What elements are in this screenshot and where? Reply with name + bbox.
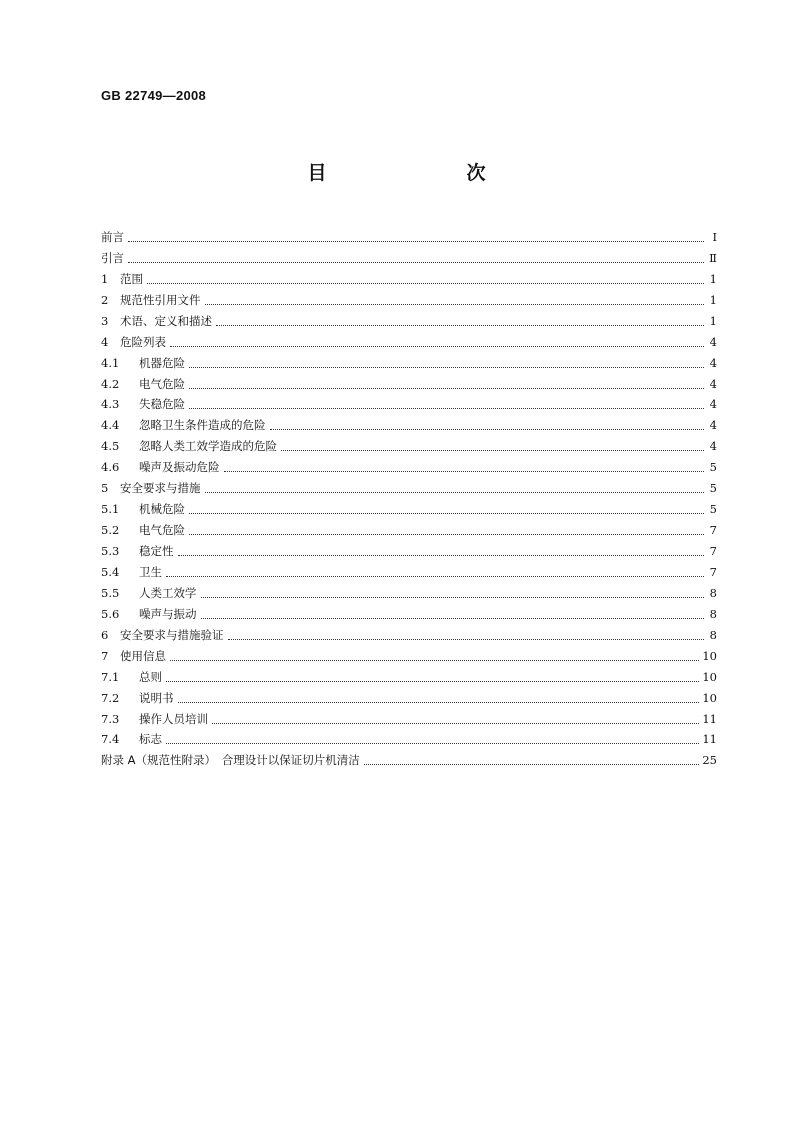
- toc-entry-label: [101, 522, 185, 538]
- toc-entry[interactable]: [101, 517, 717, 538]
- toc-entry-label: [101, 417, 266, 433]
- toc-entry-number: 4.6: [101, 460, 120, 475]
- toc-entry-number: 7.1: [101, 669, 120, 684]
- toc-entry[interactable]: [101, 329, 717, 350]
- toc-entry-page: 4: [709, 334, 717, 349]
- toc-entry-title: 安全要求与措施: [120, 481, 201, 496]
- toc-entry-page: 8: [709, 606, 717, 621]
- toc-entry-number: 7.4: [101, 732, 120, 747]
- toc-entry-number: 3: [101, 313, 109, 328]
- toc-entry-number: 4.3: [101, 397, 120, 412]
- toc-entry-title: 稳定性: [139, 544, 174, 558]
- dot-leader: [178, 554, 705, 556]
- toc-entry[interactable]: [101, 266, 717, 287]
- toc-entry-number: 7.3: [101, 711, 120, 726]
- toc-entry-page: Ⅰ: [712, 229, 717, 244]
- toc-entry-page: 4: [709, 439, 717, 454]
- dot-leader: [170, 659, 699, 661]
- toc-entry-title: 前言: [101, 229, 124, 244]
- toc-entry-label: [101, 313, 212, 329]
- toc-entry[interactable]: [101, 747, 717, 768]
- toc-entry-label: [101, 585, 197, 601]
- dot-leader: [228, 638, 705, 640]
- toc-entry-number: 5.4: [101, 564, 120, 579]
- toc-entry-number: 5.5: [101, 585, 120, 600]
- toc-entry-number: 5.2: [101, 523, 120, 538]
- toc-entry[interactable]: [101, 412, 717, 433]
- toc-entry-number: 4.2: [101, 376, 120, 391]
- dot-leader: [147, 282, 704, 284]
- toc-entry-label: [101, 690, 174, 706]
- toc-entry-label: [101, 396, 185, 412]
- toc-entry-title: 电气危险: [139, 376, 185, 391]
- toc-entry[interactable]: [101, 287, 717, 308]
- toc-entry[interactable]: [101, 475, 717, 496]
- toc-entry-page: 1: [709, 292, 717, 307]
- toc-entry[interactable]: [101, 224, 717, 245]
- toc-entry-number: 5.6: [101, 606, 120, 621]
- toc-entry-page: 8: [709, 627, 717, 642]
- table-of-contents: [101, 224, 717, 768]
- toc-entry-title: 操作人员培训: [139, 711, 208, 726]
- toc-entry-title: 危险列表: [120, 334, 166, 349]
- toc-entry-title: 规范性引用文件: [120, 292, 201, 307]
- page-title: 目 次: [307, 162, 520, 184]
- toc-entry-title: 安全要求与措施验证: [120, 627, 224, 642]
- toc-entry-title: 标志: [139, 732, 162, 747]
- toc-entry-label: [101, 501, 185, 517]
- dot-leader: [166, 742, 699, 744]
- toc-entry-label: [101, 480, 201, 496]
- toc-entry-page: 7: [709, 523, 717, 538]
- toc-entry-page: 25: [702, 753, 717, 768]
- dot-leader: [166, 575, 704, 577]
- toc-entry[interactable]: [101, 350, 717, 371]
- dot-leader: [189, 366, 704, 368]
- toc-entry-title: 术语、定义和描述: [120, 313, 212, 328]
- toc-entry-title: 总则: [139, 669, 162, 684]
- toc-entry-label: [101, 334, 166, 350]
- toc-entry-page: 10: [702, 648, 717, 663]
- toc-entry[interactable]: [101, 308, 717, 329]
- toc-entry-title: 说明书: [139, 690, 174, 705]
- dot-leader: [166, 680, 699, 682]
- toc-entry-title: 引言: [101, 250, 124, 265]
- toc-entry-page: 4: [709, 376, 717, 391]
- toc-entry-label: [101, 355, 185, 371]
- dot-leader: [201, 596, 705, 598]
- dot-leader: [270, 428, 705, 430]
- toc-entry-page: 4: [709, 397, 717, 412]
- toc-entry-label: [101, 669, 162, 685]
- toc-entry-title: 机器危险: [139, 355, 185, 370]
- toc-entry[interactable]: [101, 496, 717, 517]
- toc-entry-number: 7.2: [101, 690, 120, 705]
- toc-entry-page: 7: [709, 544, 717, 558]
- dot-leader: [189, 387, 704, 389]
- toc-entry[interactable]: [101, 371, 717, 392]
- toc-entry-label: [101, 376, 185, 392]
- toc-entry[interactable]: [101, 622, 717, 643]
- toc-entry[interactable]: [101, 706, 717, 727]
- dot-leader: [205, 303, 705, 305]
- toc-entry[interactable]: [101, 601, 717, 622]
- toc-entry-label: [101, 250, 124, 266]
- toc-entry[interactable]: [101, 727, 717, 748]
- toc-entry-label: [101, 627, 224, 643]
- dot-leader: [178, 701, 700, 703]
- dot-leader: [189, 407, 704, 409]
- toc-entry-title: 忽略人类工效学造成的危险: [139, 439, 277, 454]
- toc-entry-label: [101, 752, 360, 768]
- toc-entry-page: 5: [709, 460, 717, 475]
- toc-entry-page: 1: [709, 271, 717, 286]
- toc-entry-page: 11: [702, 732, 717, 747]
- toc-entry-title: 忽略卫生条件造成的危险: [139, 418, 266, 433]
- standard-code: GB 22749—2008: [101, 88, 207, 103]
- toc-entry-label: [101, 543, 174, 559]
- toc-entry-page: 4: [709, 418, 717, 433]
- dot-leader: [205, 491, 705, 493]
- dot-leader: [216, 324, 704, 326]
- toc-entry[interactable]: [101, 559, 717, 580]
- toc-entry[interactable]: [101, 454, 717, 475]
- toc-entry-label: [101, 459, 220, 475]
- toc-entry-number: 4.5: [101, 439, 120, 454]
- toc-entry-number: 5: [101, 481, 109, 496]
- toc-entry[interactable]: [101, 538, 717, 559]
- toc-entry-title: 噪声及振动危险: [139, 460, 220, 475]
- toc-entry-number: 5.1: [101, 502, 120, 517]
- dot-leader: [170, 345, 704, 347]
- toc-entry[interactable]: [101, 392, 717, 413]
- toc-entry-page: 10: [702, 690, 717, 705]
- toc-entry-label: [101, 438, 277, 454]
- toc-entry-number: 4.4: [101, 418, 120, 433]
- toc-entry-label: [101, 564, 162, 580]
- toc-entry-number: 4.1: [101, 355, 120, 370]
- toc-entry-page: 5: [709, 481, 717, 496]
- toc-entry-number: 7: [101, 648, 109, 663]
- toc-entry-title: 卫生: [139, 564, 162, 579]
- toc-entry-number: 1: [101, 271, 109, 286]
- toc-entry-title: 附录 A（规范性附录） 合理设计以保证切片机清洁: [101, 753, 360, 768]
- toc-entry-title: 人类工效学: [139, 585, 197, 600]
- toc-entry-label: [101, 648, 166, 664]
- toc-entry-number: 4: [101, 334, 109, 349]
- toc-entry-title: 失稳危险: [139, 397, 185, 412]
- toc-entry-page: 7: [709, 564, 717, 579]
- toc-entry-number: 5.3: [101, 544, 120, 558]
- dot-leader: [189, 533, 704, 535]
- toc-entry[interactable]: [101, 580, 717, 601]
- toc-entry[interactable]: [101, 643, 717, 664]
- toc-entry-title: 范围: [120, 271, 143, 286]
- toc-entry-label: [101, 731, 162, 747]
- toc-entry-page: 8: [709, 585, 717, 600]
- toc-entry-page: 10: [702, 669, 717, 684]
- toc-entry-page: 11: [702, 711, 717, 726]
- toc-entry-label: [101, 292, 201, 308]
- toc-entry-label: [101, 271, 143, 287]
- toc-entry-label: [101, 606, 197, 622]
- toc-entry-number: 6: [101, 627, 109, 642]
- toc-entry-page: 4: [709, 355, 717, 370]
- toc-entry[interactable]: [101, 685, 717, 706]
- toc-entry-title: 使用信息: [120, 648, 166, 663]
- dot-leader: [189, 512, 704, 514]
- dot-leader: [212, 722, 699, 724]
- toc-entry-title: 电气危险: [139, 523, 185, 538]
- toc-entry-number: 2: [101, 292, 109, 307]
- toc-entry-label: [101, 711, 208, 727]
- toc-entry-title: 机械危险: [139, 502, 185, 517]
- toc-entry-page: 5: [709, 502, 717, 517]
- toc-entry-page: Ⅱ: [709, 250, 717, 265]
- toc-entry[interactable]: [101, 664, 717, 685]
- dot-leader: [224, 470, 705, 472]
- dot-leader: [128, 261, 704, 263]
- dot-leader: [128, 240, 704, 242]
- toc-entry-page: 1: [709, 313, 717, 328]
- toc-entry-title: 噪声与振动: [139, 606, 197, 621]
- toc-entry[interactable]: [101, 433, 717, 454]
- toc-entry[interactable]: [101, 245, 717, 266]
- dot-leader: [201, 617, 705, 619]
- dot-leader: [281, 449, 704, 451]
- dot-leader: [364, 763, 700, 765]
- toc-entry-label: [101, 229, 124, 245]
